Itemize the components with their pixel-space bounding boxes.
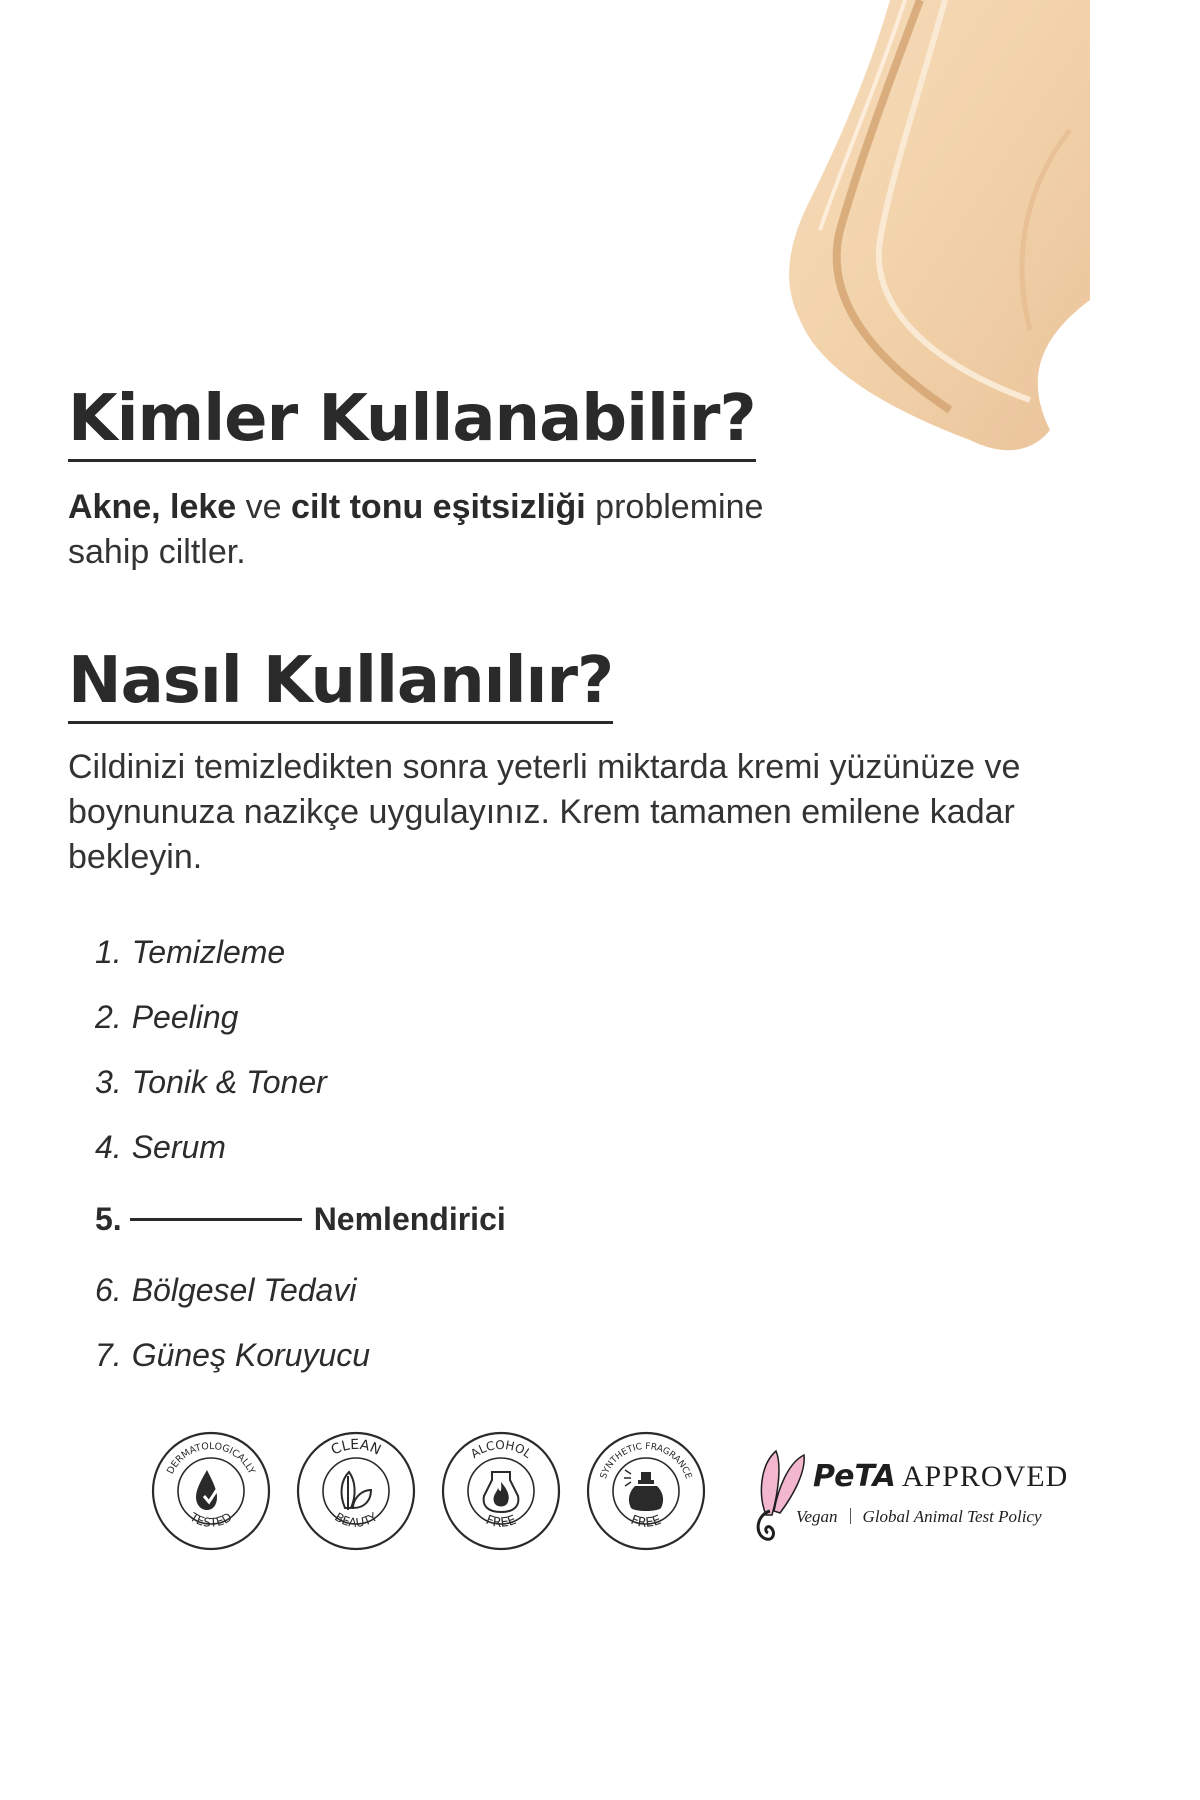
synthetic-fragrance-free-badge	[585, 1430, 707, 1552]
who-can-use-heading: Kimler Kullanabilir?	[68, 383, 756, 462]
step-sunscreen: 7. Güneş Koruyucu	[95, 1337, 371, 1373]
svg-text:DERMATOLOGICALLY: DERMATOLOGICALLY	[165, 1440, 257, 1476]
dermatologically-tested-badge	[150, 1430, 272, 1552]
drop-icon	[196, 1470, 220, 1510]
how-to-use-text: Cildinizi temizledikten sonra yeterli miktarda kremi yüzünüze ve boynunuza nazikçe uygulayınız. Krem tamamen emilene kadar bekleyin.	[68, 748, 1021, 876]
svg-text:FREE: FREE	[628, 1512, 664, 1531]
svg-text:SYNTHETIC FRAGRANCE: SYNTHETIC FRAGRANCE	[598, 1441, 694, 1481]
svg-text:ALCOHOL: ALCOHOL	[467, 1437, 535, 1461]
svg-text:CLEAN: CLEAN	[328, 1436, 384, 1459]
svg-text:TESTED: TESTED	[187, 1509, 235, 1530]
alcohol-free-badge	[440, 1430, 562, 1552]
step-cleansing: 1. Temizleme	[95, 934, 286, 970]
step-moisturizer-highlighted: 5. Nemlendirici	[95, 1200, 506, 1237]
clean-beauty-badge	[295, 1430, 417, 1552]
peta-approved-logo	[748, 1445, 1069, 1545]
step-serum: 4. Serum	[95, 1129, 226, 1165]
step-toner: 3. Tonik & Toner	[95, 1064, 327, 1100]
step-spot-treatment: 6. Bölgesel Tedavi	[95, 1272, 357, 1308]
perfume-bottle-icon	[624, 1470, 663, 1511]
who-can-use-text: Akne, leke ve cilt tonu eşitsizliği problemine sahip ciltler.	[68, 488, 764, 571]
peta-approved-subtitle: Vegan Global Animal Test Policy	[796, 1507, 1042, 1526]
how-to-use-heading: Nasıl Kullanılır?	[68, 645, 613, 724]
leaf-icon	[342, 1472, 371, 1510]
foundation-swatch-image	[770, 0, 1090, 470]
flame-icon	[484, 1472, 519, 1512]
certification-badges	[150, 1430, 730, 1552]
peta-bunny-icon	[748, 1445, 818, 1545]
routine-steps-list	[95, 920, 506, 1388]
step-peeling: 2. Peeling	[95, 999, 239, 1035]
peta-approved-title: PeTA APPROVED	[813, 1459, 1069, 1494]
svg-text:FREE: FREE	[483, 1512, 519, 1531]
svg-text:BEAUTY: BEAUTY	[332, 1509, 380, 1530]
highlight-line	[130, 1218, 302, 1221]
